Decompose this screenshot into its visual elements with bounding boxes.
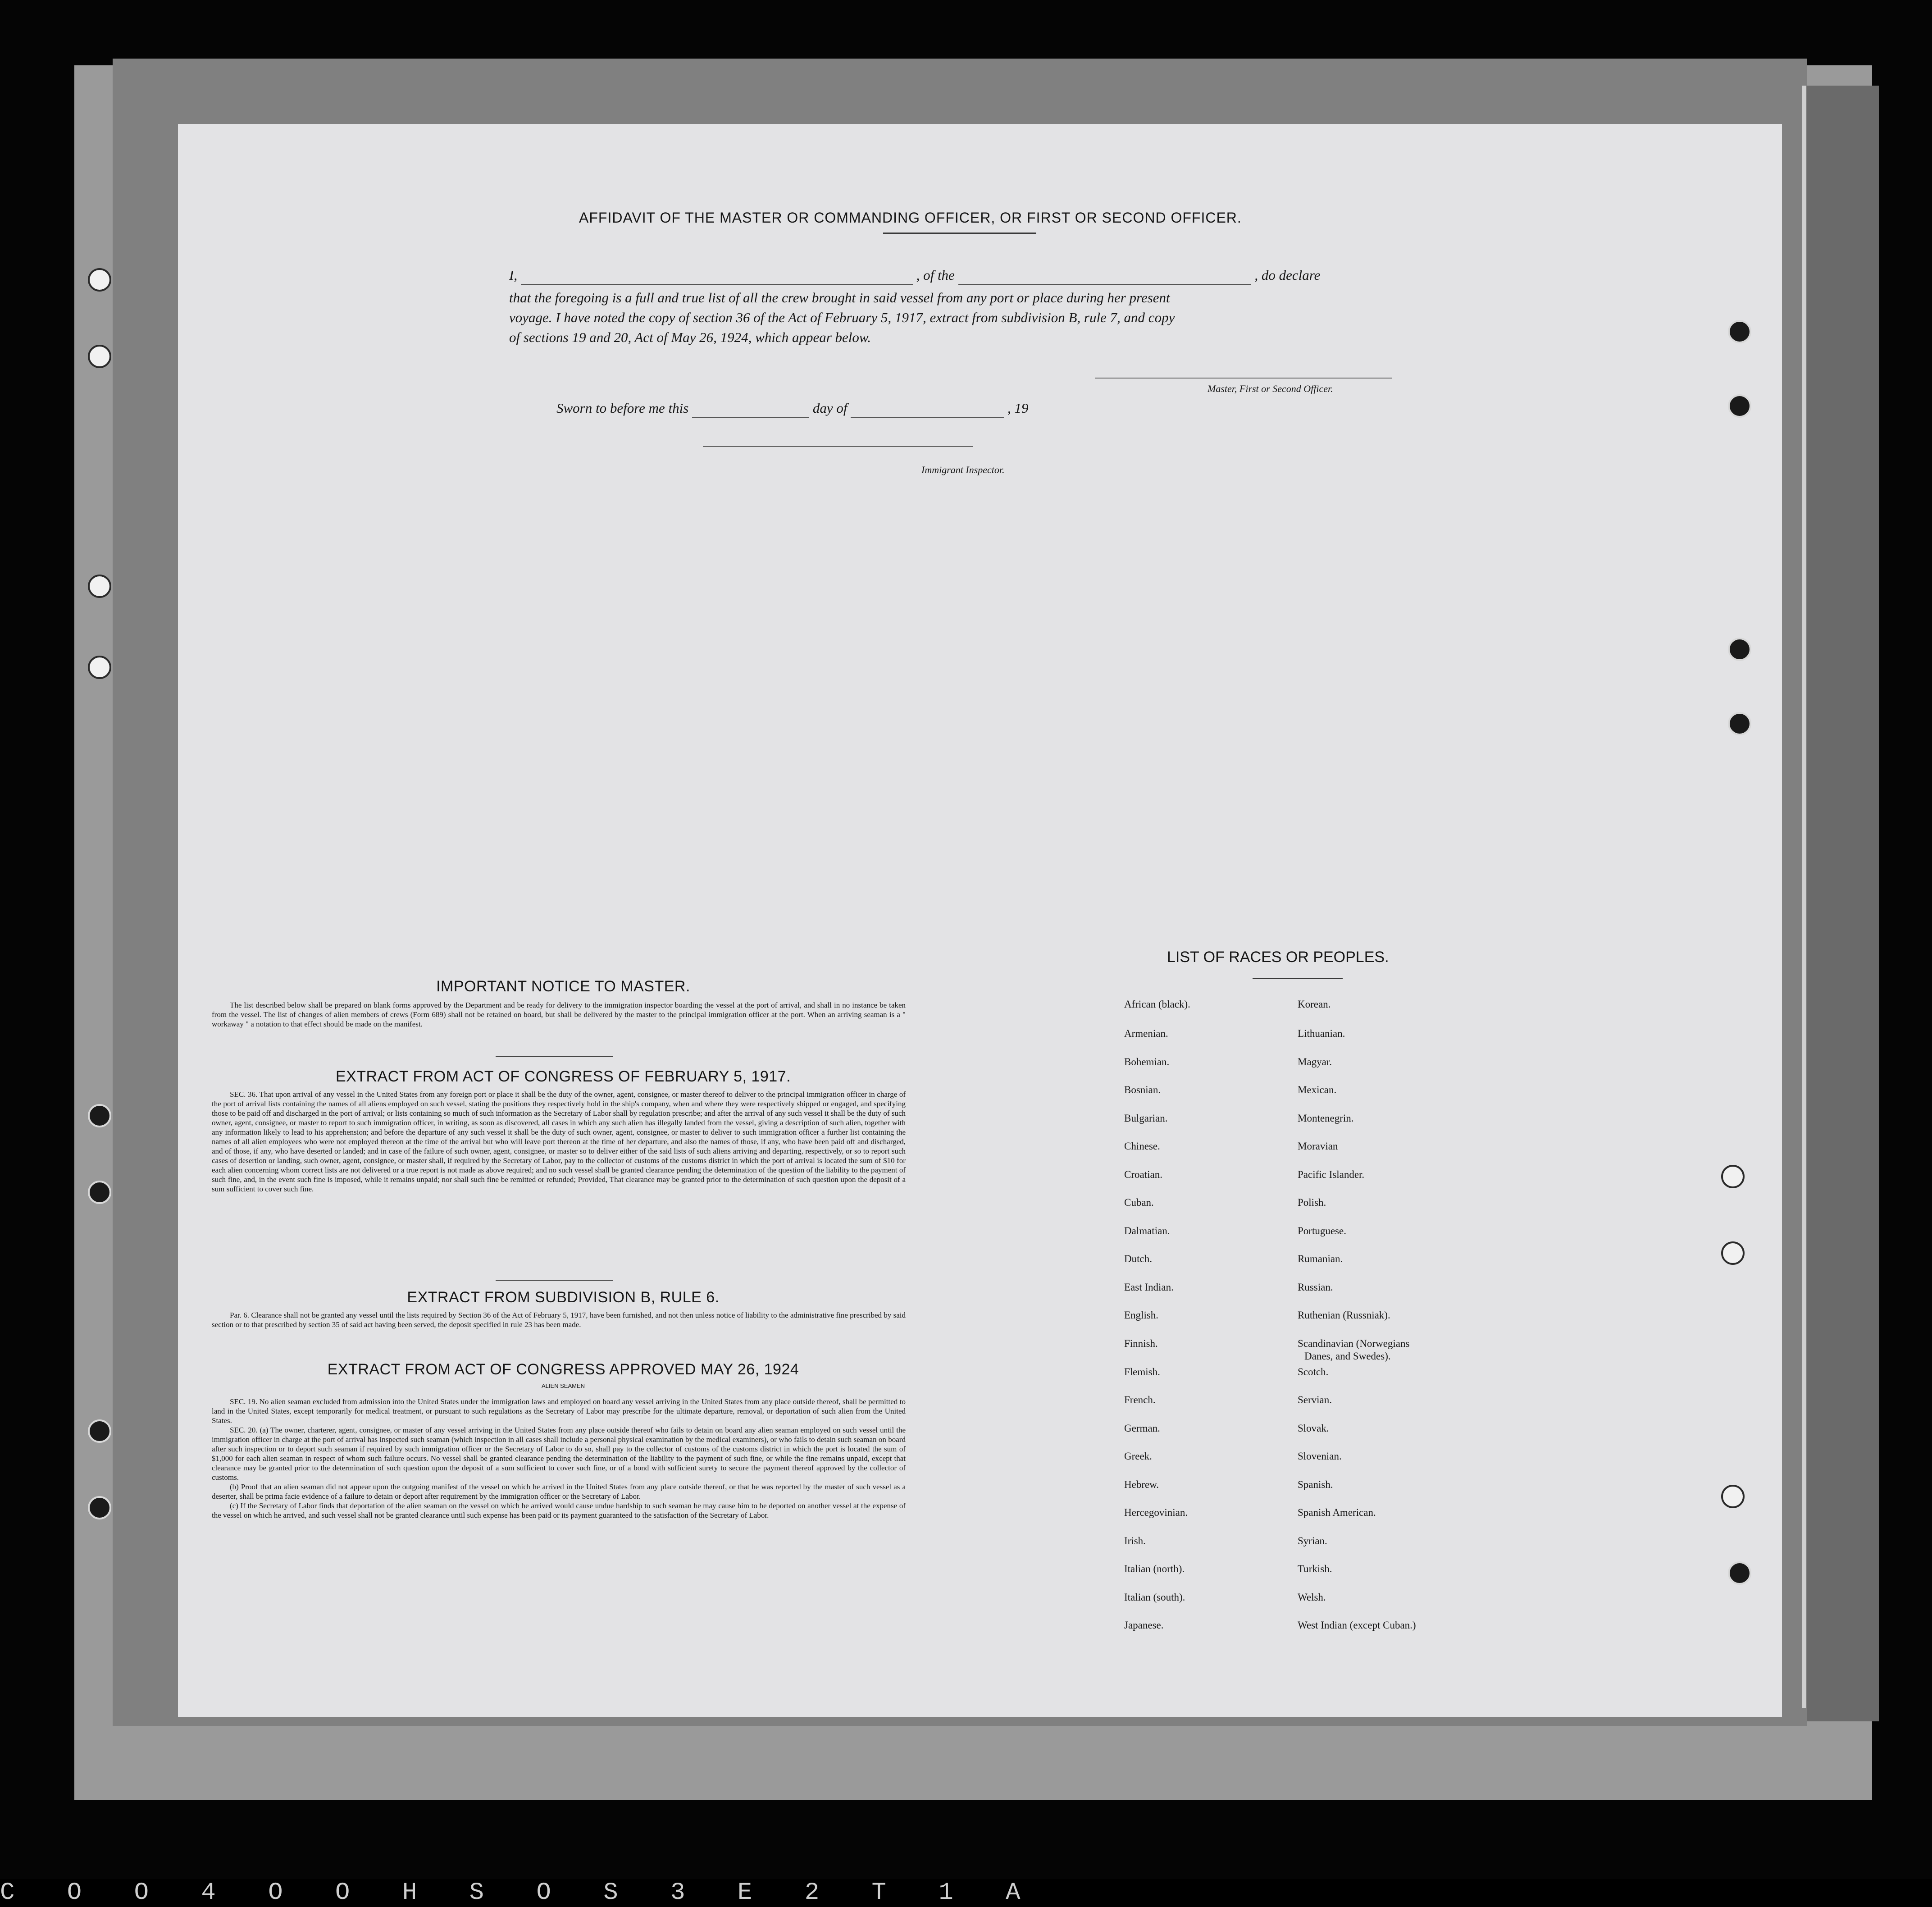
race-item: Dalmatian. [1124, 1225, 1170, 1236]
race-item: Pacific Islander. [1298, 1169, 1365, 1180]
section-36-paragraph: SEC. 36. That upon arrival of any vessel in the United States from any foreign port or place it shall be the duty of the owner, agent, consignee, or master thereof to deliver to the principal immigration officer in charge of the port of arrival lists containing the names of all aliens employed on such vessel, stating the positions they respectively hold in the ship's company, when and where they were respectively shipped or engaged, and specifying those to be paid off and discharged in the port of arrival; or lists containing so much of such information as the Secretary of Labor shall by regulation prescribe; and after the arrival of any such vessel it shall be the duty of such owner, agent, consignee, or master to report to such immigration officer, in writing, as soon as discovered, all cases in which any such alien has illegally landed from the vessel, giving a description of such alien, together with any information likely to lead to his apprehension; and before the departure of any such vessel it shall be the duty of such owner, agent, consignee, or master to deliver to such immigration officer a further list containing the names of all alien employees who were not employed thereon at the time of the arrival but who will leave port thereon at the time of her departure, and also the names of those, if any, who have been paid off and discharged, and of those, if any, who have deserted or landed; and in case of the failure of such owner, agent, consignee, or master so to deliver either of the said lists of such aliens arriving and departing, respectively, or so to report such cases of desertion or landing, such owner, agent, consignee, or master shall, if required by the Secretary of Labor, pay to the collector of customs of the customs district in which the port of arrival is located the sum of $10 for each alien concerning whom correct lists are not delivered or a true report is not made as above required; and no such vessel shall be granted clearance pending the determination of the question of the liability to the payment of such fine, and, in the event such fine is imposed, while it remains unpaid; nor shall such fine be remitted or refunded; Provided, That clearance may be granted prior to the determination of such question upon the deposit of a sum sufficient to cover such fine. [212, 1090, 906, 1193]
extract-rule6-title: EXTRACT FROM SUBDIVISION B, RULE 6. [407, 1289, 720, 1306]
race-item: Ruthenian (Russniak). [1298, 1309, 1390, 1321]
binding-hole [88, 1419, 111, 1443]
notice-paragraph: The list described below shall be prepared on blank forms approved by the Department and be ready for delivery to the immigration inspector boarding the vessel at the port of arrival, and shall in no instance be taken from the vessel. The list of changes of alien members of crews (Form 689) shall not be retained on board, but shall be delivered by the master to the principal immigration officer at the port. When an arriving seaman is a " workaway " a notation to that effect should be made on the manifest. [212, 1001, 906, 1028]
race-item: Mexican. [1298, 1084, 1337, 1095]
binding-hole [1728, 320, 1751, 343]
sec-20a-paragraph: SEC. 20. (a) The owner, charterer, agent, consignee, or master of any vessel arriving in the United States from any place outside thereof who fails to detain on board any alien seaman employed on such vessel until the immigration officer in charge at the port of arrival has inspected such seaman (which inspection in all cases shall include a personal physical examination by the medical examiners), or who fails to detain such seaman on board after such inspection or to deport such seaman if required by such immigration officer or the Secretary of Labor to do so, shall pay to the collector of customs of the customs district in which the port is located the sum of $1,000 for each alien seaman in respect of whom such failure occurs. No vessel shall be granted clearance pending the determination of the liability to the payment of such fine, or while the fine remains unpaid, except that clearance may be granted prior to the determination of such question upon the deposit of a sum sufficient to cover such fine, or of a bond with sufficient surety to secure the payment thereof approved by the collector of customs. [212, 1426, 906, 1482]
extract-1917-title: EXTRACT FROM ACT OF CONGRESS OF FEBRUARY 5, 1917. [335, 1068, 791, 1085]
day-of-label: day of [812, 400, 848, 416]
binding-hole [1728, 394, 1751, 418]
binding-hole [88, 1496, 111, 1519]
affidavit-body-line: of sections 19 and 20, Act of May 26, 1924, which appear below. [509, 329, 871, 345]
do-declare-label: , do declare [1254, 267, 1321, 283]
binding-hole [88, 575, 111, 598]
races-title: LIST OF RACES OR PEOPLES. [1167, 949, 1389, 966]
race-item: Lithuanian. [1298, 1028, 1345, 1039]
affidavit-body-line: that the foregoing is a full and true list of all the crew brought in said vessel from any port or place during her present [509, 290, 1170, 306]
affidavit-declaration-line [509, 266, 1410, 285]
section-divider [496, 1056, 613, 1057]
race-item: Russian. [1298, 1282, 1333, 1293]
race-item: Portuguese. [1298, 1225, 1346, 1236]
race-item: Greek. [1124, 1451, 1152, 1462]
alien-seamen-subtitle: ALIEN SEAMEN [541, 1382, 585, 1389]
race-item: German. [1124, 1423, 1160, 1434]
race-item: Polish. [1298, 1197, 1326, 1208]
race-item: Rumanian. [1298, 1253, 1343, 1264]
binding-hole [88, 345, 111, 368]
binding-hole [88, 268, 111, 292]
binding-hole [1721, 1485, 1745, 1508]
sec-20b-paragraph: (b) Proof that an alien seaman did not appear upon the outgoing manifest of the vessel on which he arrived in the United States from any place outside thereof, or that he was reported by the master of such vessel as a deserter, shall be prima facie evidence of a failure to detain or deport after requirement by the immigration officer or the Secretary of Labor. [212, 1483, 906, 1501]
race-item: Welsh. [1298, 1592, 1326, 1603]
race-item: Italian (north). [1124, 1563, 1185, 1574]
race-item: Bosnian. [1124, 1084, 1161, 1095]
race-item: Chinese. [1124, 1141, 1160, 1152]
signature-line[interactable] [1095, 378, 1392, 379]
i-label: I, [509, 267, 518, 283]
race-item: Hebrew. [1124, 1479, 1159, 1490]
race-item: Montenegrin. [1298, 1113, 1354, 1124]
section-divider [496, 1280, 613, 1281]
race-item: Magyar. [1298, 1056, 1332, 1068]
extract-1924-title: EXTRACT FROM ACT OF CONGRESS APPROVED MAY 26, 1924 [327, 1361, 799, 1378]
binding-hole [1728, 638, 1751, 661]
affidavit-title: AFFIDAVIT OF THE MASTER OR COMMANDING OFFICER, OR FIRST OR SECOND OFFICER. [579, 210, 1242, 226]
film-strip-code: C O O 4 O O H S O S 3 E 2 T 1 A [0, 1879, 1039, 1907]
race-item: Slovenian. [1298, 1451, 1342, 1462]
sworn-day-field[interactable] [692, 417, 809, 418]
race-item: West Indian (except Cuban.) [1298, 1620, 1416, 1631]
vessel-name-field[interactable] [958, 284, 1251, 285]
sworn-line [556, 399, 1142, 418]
sec-20c-paragraph: (c) If the Secretary of Labor finds that deportation of the alien seaman on the vessel on which he arrived would cause undue hardship to such seaman he may cause him to be deported on another vessel at the expense of the vessel on which he arrived, and such vessel shall not be granted clearance until such expense has been paid or its payment guaranteed to the satisfaction of the Secretary of Labor. [212, 1501, 906, 1519]
master-name-field[interactable] [521, 284, 913, 285]
race-item: East Indian. [1124, 1282, 1174, 1293]
race-item: Italian (south). [1124, 1592, 1185, 1603]
sworn-label: Sworn to before me this [556, 400, 689, 416]
rule6-paragraph: Par. 6. Clearance shall not be granted any vessel until the lists required by Section 36 of the Act of February 5, 1917, have been furnished, and not then unless notice of liability to the administrative fine prescribed by said section or to that prescribed by section 35 of said act having been served, the deposit specified in rule 23 has been made. [212, 1311, 906, 1329]
race-item: Flemish. [1124, 1366, 1160, 1378]
binding-hole [1721, 1165, 1745, 1188]
signature-caption: Master, First or Second Officer. [1208, 383, 1333, 394]
race-item: Hercegovinian. [1124, 1507, 1188, 1518]
inspector-signature-line[interactable] [703, 446, 973, 447]
race-item: Servian. [1298, 1394, 1332, 1405]
page-edge-highlight [1802, 86, 1806, 1708]
race-item: Moravian [1298, 1141, 1338, 1152]
race-item: Dutch. [1124, 1253, 1152, 1264]
inspector-caption: Immigrant Inspector. [921, 464, 1005, 475]
of-the-label: , of the [916, 267, 955, 283]
race-item: Scotch. [1298, 1366, 1329, 1378]
race-item: Bulgarian. [1124, 1113, 1168, 1124]
race-item: Irish. [1124, 1535, 1146, 1547]
race-item: African (black). [1124, 999, 1190, 1010]
sec-19-paragraph: SEC. 19. No alien seaman excluded from admission into the United States under the immigration laws and employed on board any vessel arriving in the United States from any place outside thereof, shall be permitted to land in the United States, except temporarily for medical treatment, or pursuant to such regulations as the Secretary of Labor may prescribe for the ultimate departure, removal, or deportation of such alien from the United States. [212, 1397, 906, 1425]
binding-hole [1728, 712, 1751, 735]
races-title-divider [1253, 978, 1343, 979]
race-item: Japanese. [1124, 1620, 1164, 1631]
binding-hole [88, 656, 111, 679]
race-item: Bohemian. [1124, 1056, 1170, 1068]
affidavit-body-line: voyage. I have noted the copy of section 36 of the Act of February 5, 1917, extract from subdivision B, rule 7, and copy [509, 310, 1175, 325]
race-item: Croatian. [1124, 1169, 1162, 1180]
race-item: English. [1124, 1309, 1159, 1321]
binding-hole [88, 1104, 111, 1127]
year-prefix: , 19 [1007, 400, 1029, 416]
binding-hole [1728, 1561, 1751, 1585]
race-item: Korean. [1298, 999, 1331, 1010]
extract-1924-text [212, 1397, 906, 1520]
race-item: French. [1124, 1394, 1156, 1405]
race-item: Slovak. [1298, 1423, 1329, 1434]
race-item: Danes, and Swedes). [1304, 1350, 1391, 1362]
race-item: Finnish. [1124, 1338, 1158, 1349]
sworn-month-field[interactable] [851, 417, 1004, 418]
race-item: Spanish American. [1298, 1507, 1376, 1518]
binding-hole [1721, 1241, 1745, 1265]
race-item: Turkish. [1298, 1563, 1332, 1574]
race-item: Armenian. [1124, 1028, 1168, 1039]
extract-rule6-text [212, 1310, 906, 1329]
race-item: Cuban. [1124, 1197, 1154, 1208]
title-divider [883, 233, 1036, 234]
race-item: Scandinavian (Norwegians [1298, 1338, 1410, 1349]
notice-text [212, 1000, 906, 1029]
race-item: Spanish. [1298, 1479, 1333, 1490]
notice-title: IMPORTANT NOTICE TO MASTER. [436, 978, 690, 995]
binding-hole [88, 1181, 111, 1204]
race-item: Syrian. [1298, 1535, 1327, 1547]
extract-1917-text [212, 1090, 906, 1194]
